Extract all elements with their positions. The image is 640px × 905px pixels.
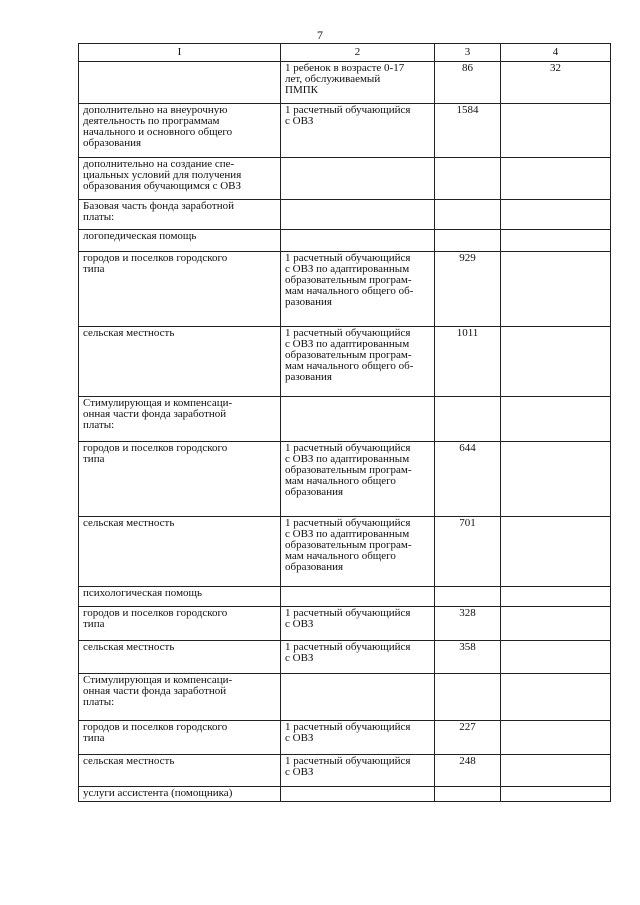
table-row <box>79 442 611 517</box>
table-row <box>79 641 611 674</box>
value-cell: 1584 <box>435 104 501 158</box>
value-cell: 248 <box>435 755 501 787</box>
unit-cell <box>281 158 435 200</box>
value-cell <box>501 158 611 200</box>
value-cell <box>501 641 611 674</box>
value-cell <box>501 674 611 721</box>
unit-cell: 1 расчетный обучающийся с ОВЗ <box>281 755 435 787</box>
value-cell <box>435 158 501 200</box>
unit-cell: 1 расчетный обучающийся с ОВЗ <box>281 607 435 641</box>
unit-cell <box>281 230 435 252</box>
table-row <box>79 587 611 607</box>
indicator-cell: логопедическая помощь <box>79 230 281 252</box>
column-header: I <box>79 44 281 62</box>
indicator-cell: городов и поселков городского типа <box>79 607 281 641</box>
value-cell <box>501 252 611 327</box>
value-cell <box>501 721 611 755</box>
value-cell: 32 <box>501 62 611 104</box>
value-cell <box>501 787 611 802</box>
value-cell <box>435 787 501 802</box>
indicator-cell: городов и поселков городского типа <box>79 721 281 755</box>
table-row <box>79 252 611 327</box>
unit-cell: 1 расчетный обучающийся с ОВЗ <box>281 641 435 674</box>
value-cell <box>501 230 611 252</box>
page-number: 7 <box>317 28 323 42</box>
indicator-cell: городов и поселков городского типа <box>79 442 281 517</box>
value-cell: 929 <box>435 252 501 327</box>
value-cell <box>501 327 611 397</box>
table-row <box>79 230 611 252</box>
indicator-cell: Стимулирующая и компенсаци- онная части фонда заработной платы: <box>79 397 281 442</box>
value-cell: 328 <box>435 607 501 641</box>
unit-cell: 1 расчетный обучающийся с ОВЗ <box>281 104 435 158</box>
unit-cell <box>281 397 435 442</box>
table-row <box>79 674 611 721</box>
table-row <box>79 721 611 755</box>
value-cell <box>435 397 501 442</box>
value-cell <box>501 397 611 442</box>
indicator-cell: Базовая часть фонда заработной платы: <box>79 200 281 230</box>
indicator-cell: дополнительно на создание спе- циальных условий для получения образования обучающимся с ОВЗ <box>79 158 281 200</box>
value-cell <box>435 230 501 252</box>
data-table <box>78 43 611 802</box>
unit-cell <box>281 587 435 607</box>
value-cell <box>501 755 611 787</box>
indicator-cell: психологическая помощь <box>79 587 281 607</box>
indicator-cell: сельская местность <box>79 517 281 587</box>
value-cell <box>501 442 611 517</box>
indicator-cell: сельская местность <box>79 641 281 674</box>
unit-cell <box>281 674 435 721</box>
table-row <box>79 397 611 442</box>
table-row <box>79 787 611 802</box>
column-header: 3 <box>435 44 501 62</box>
table-row <box>79 200 611 230</box>
value-cell: 701 <box>435 517 501 587</box>
unit-cell: 1 расчетный обучающийся с ОВЗ по адаптированным образовательным програм- мам начального общего образования <box>281 517 435 587</box>
table-row <box>79 607 611 641</box>
table-row <box>79 62 611 104</box>
value-cell: 227 <box>435 721 501 755</box>
value-cell <box>501 517 611 587</box>
indicator-cell: дополнительно на внеурочную деятельность по программам начального и основного общего образования <box>79 104 281 158</box>
indicator-cell: городов и поселков городского типа <box>79 252 281 327</box>
unit-cell: 1 расчетный обучающийся с ОВЗ по адаптированным образовательным програм- мам начального общего об- разования <box>281 327 435 397</box>
value-cell <box>435 200 501 230</box>
value-cell <box>501 607 611 641</box>
table-row <box>79 327 611 397</box>
indicator-cell: услуги ассистента (помощника) <box>79 787 281 802</box>
table-row <box>79 104 611 158</box>
value-cell: 644 <box>435 442 501 517</box>
value-cell <box>435 674 501 721</box>
unit-cell: 1 ребенок в возрасте 0-17 лет, обслуживаемый ПМПК <box>281 62 435 104</box>
value-cell <box>501 200 611 230</box>
value-cell: 86 <box>435 62 501 104</box>
value-cell <box>501 587 611 607</box>
indicator-cell <box>79 62 281 104</box>
value-cell: 1011 <box>435 327 501 397</box>
indicator-cell: сельская местность <box>79 755 281 787</box>
unit-cell: 1 расчетный обучающийся с ОВЗ <box>281 721 435 755</box>
table-header-row <box>79 44 611 62</box>
column-header: 2 <box>281 44 435 62</box>
indicator-cell: Стимулирующая и компенсаци- онная части фонда заработной платы: <box>79 674 281 721</box>
unit-cell <box>281 200 435 230</box>
value-cell <box>435 587 501 607</box>
table-row <box>79 755 611 787</box>
value-cell <box>501 104 611 158</box>
unit-cell: 1 расчетный обучающийся с ОВЗ по адаптированным образовательным програм- мам начального общего об- разования <box>281 252 435 327</box>
indicator-cell: сельская местность <box>79 327 281 397</box>
value-cell: 358 <box>435 641 501 674</box>
unit-cell: 1 расчетный обучающийся с ОВЗ по адаптированным образовательным програм- мам начального общего образования <box>281 442 435 517</box>
table-row <box>79 158 611 200</box>
column-header: 4 <box>501 44 611 62</box>
unit-cell <box>281 787 435 802</box>
table-row <box>79 517 611 587</box>
